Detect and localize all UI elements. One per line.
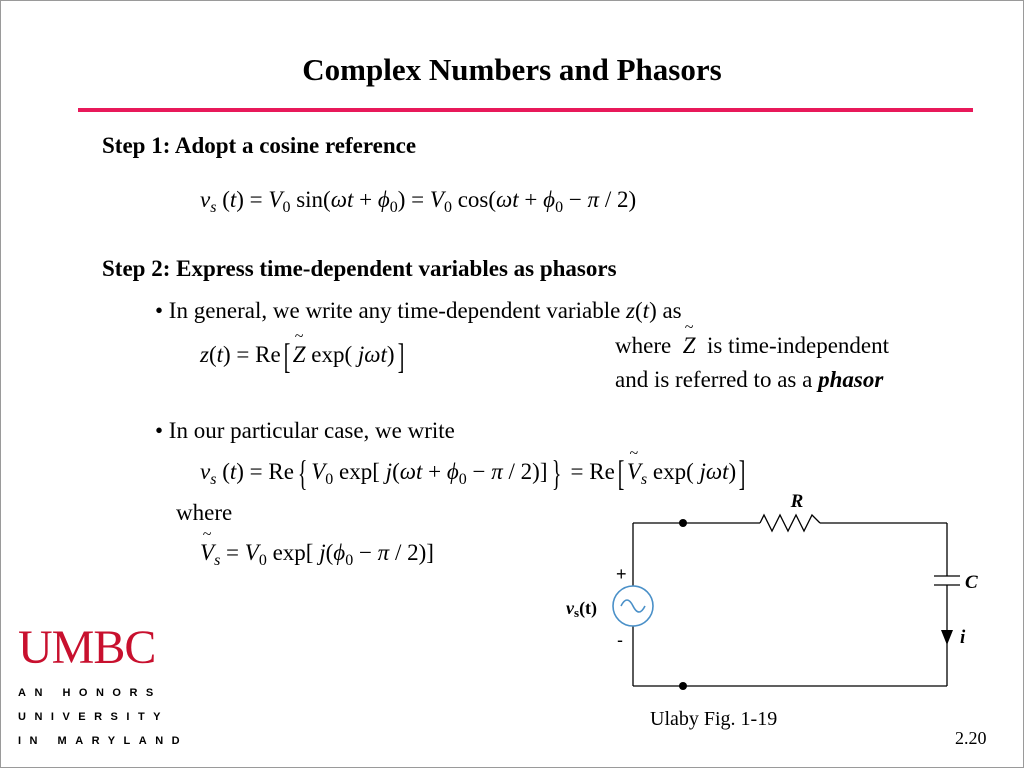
title-divider bbox=[78, 108, 973, 112]
resistor-label: R bbox=[790, 491, 804, 512]
capacitor-label: C bbox=[965, 572, 978, 593]
bullet-general: • In general, we write any time-dependent variable z(t) as bbox=[155, 298, 682, 323]
plus-sign: + bbox=[616, 564, 627, 584]
where-note-line2: and is referred to as a phasor bbox=[615, 367, 884, 392]
top-node-dot bbox=[679, 519, 687, 527]
bottom-node-dot bbox=[679, 682, 687, 690]
current-label: i bbox=[960, 627, 966, 648]
step2-heading: Step 2: Express time-dependent variables as phasors bbox=[102, 256, 617, 281]
z-tilde-symbol: ~ Z bbox=[683, 333, 696, 359]
where-label: where bbox=[176, 500, 233, 525]
umbc-logo bbox=[18, 620, 188, 747]
phasor-emphasis: phasor bbox=[818, 367, 884, 392]
logo-line-2: UNIVERSITY bbox=[18, 711, 170, 723]
equation-vs-phasor: $v_s$ (t) = Re { $V_0$ exp[ $j(\omega t + \phi_0 - \pi / 2)$] } = Re[~ $V_s$ exp( jωt)] bbox=[200, 455, 748, 491]
page-number: 2.20 bbox=[955, 728, 987, 748]
equation-cosine-reference: $v_s$ $(t) = V_0$ $\sin(\omega t + \phi_0) = V_0$ $\cos(\omega t + \phi_0 - \pi / 2)$ bbox=[200, 187, 637, 216]
logo-line-3: IN MARYLAND bbox=[18, 735, 189, 747]
equation-general-phasor: z(t) = Re[~ Z exp( jωt)] bbox=[200, 338, 407, 374]
logo-line-1: AN HONORS bbox=[18, 687, 162, 699]
bullet-particular: • In our particular case, we write bbox=[155, 418, 455, 443]
where-note-line1: where ~ Z is time-independent bbox=[615, 333, 889, 359]
equation-vs-tilde: ~ $V_s = V_0$ exp[ $j(\phi_0 - \pi / 2)$] bbox=[200, 540, 434, 570]
resistor-zigzag bbox=[760, 515, 820, 531]
source-label: vs(t) bbox=[566, 598, 598, 620]
sine-wave-icon bbox=[621, 600, 645, 612]
minus-sign: - bbox=[617, 630, 623, 650]
step1-heading: Step 1: Adopt a cosine reference bbox=[102, 133, 417, 158]
logo-wordmark: UMBC bbox=[18, 621, 156, 674]
rc-circuit-diagram bbox=[560, 488, 980, 703]
current-arrow-icon bbox=[941, 630, 953, 645]
figure-caption: Ulaby Fig. 1-19 bbox=[650, 708, 778, 730]
slide-title: Complex Numbers and Phasors bbox=[302, 52, 722, 87]
